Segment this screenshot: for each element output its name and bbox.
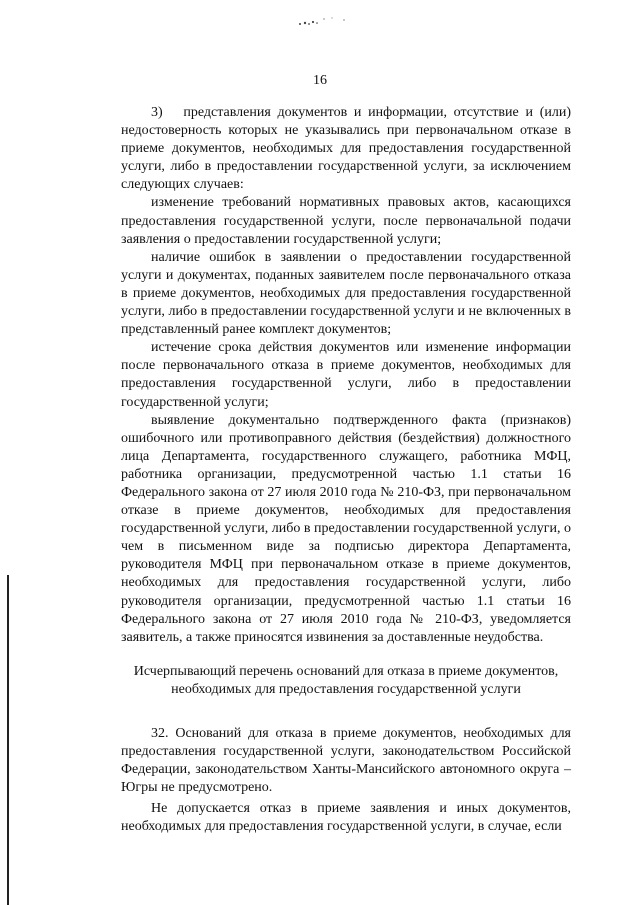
- scan-edge-line: [7, 575, 9, 905]
- document-body: [121, 104, 571, 837]
- paragraph-exception-expiry: истечение срока действия документов или изменение информации после первоначального отказа в приеме документов, необходимых для предоставления государственной услуги, либо в предоставлении государственной услуги;: [121, 340, 571, 410]
- section-title-line-1: Исчерпывающий перечень оснований для отказа в приеме документов,: [133, 663, 559, 679]
- paragraph-item-3: 3) представления документов и информации, отсутствие и (или) недостоверность которых не указывались при первоначальном отказе в приеме документов, необходимых для предоставления государственной услуги, либо в предоставлении государственной услуги, за исключением следующих случаев:: [121, 105, 571, 193]
- paragraph-last: Не допускается отказ в приеме заявления и иных документов, необходимых для предоставления государственной услуги, в случае, если: [121, 801, 571, 835]
- page-number: 16: [313, 73, 327, 88]
- section-title: [121, 663, 571, 699]
- paragraph-exception-unlawful-action: выявление документально подтвержденного факта (признаков) ошибочного или противоправного действия (бездействия) должностного лица Департамента, государственного служащего, работника МФЦ, работника организации, предусмотренной частью 1.1 статьи 16 Федерального закона от 27 июля 2010 года № 210-ФЗ, при первоначальном отказе в приеме документов, необходимых для предоставления государственной услуги, либо в предоставлении государственной услуги, о чем в письменном виде за подписью директора Департамента, руководителя МФЦ при первоначальном отказе в приеме документов, необходимых для предоставления государственной услуги, либо руководителя организации, предусмотренной частью 1.1 статьи 16 Федерального закона от 27 июля 2010 года № 210-ФЗ, уведомляется заявитель, а также приносятся извинения за доставленные неудобства.: [121, 412, 571, 645]
- scan-artifact: [296, 14, 356, 28]
- section-title-line-2: необходимых для предоставления государственной услуги: [171, 681, 521, 697]
- paragraph-exception-requirements-change: изменение требований нормативных правовых актов, касающихся предоставления государственной услуги, после первоначальной подачи заявления о предоставлении государственной услуги;: [121, 195, 571, 247]
- paragraph-exception-errors: наличие ошибок в заявлении о предоставлении государственной услуги и документах, поданных заявителем после первоначального отказа в приеме документов, необходимых для предоставления государственной услуги, либо в предоставлении государственной услуги и не включенных в представленный ранее комплект документов;: [121, 249, 571, 338]
- paragraph-32: 32. Оснований для отказа в приеме документов, необходимых для предоставления государственной услуги, законодательством Российской Федерации, законодательством Ханты-Мансийского автономного округа – Югры не предусмотрено.: [121, 726, 571, 796]
